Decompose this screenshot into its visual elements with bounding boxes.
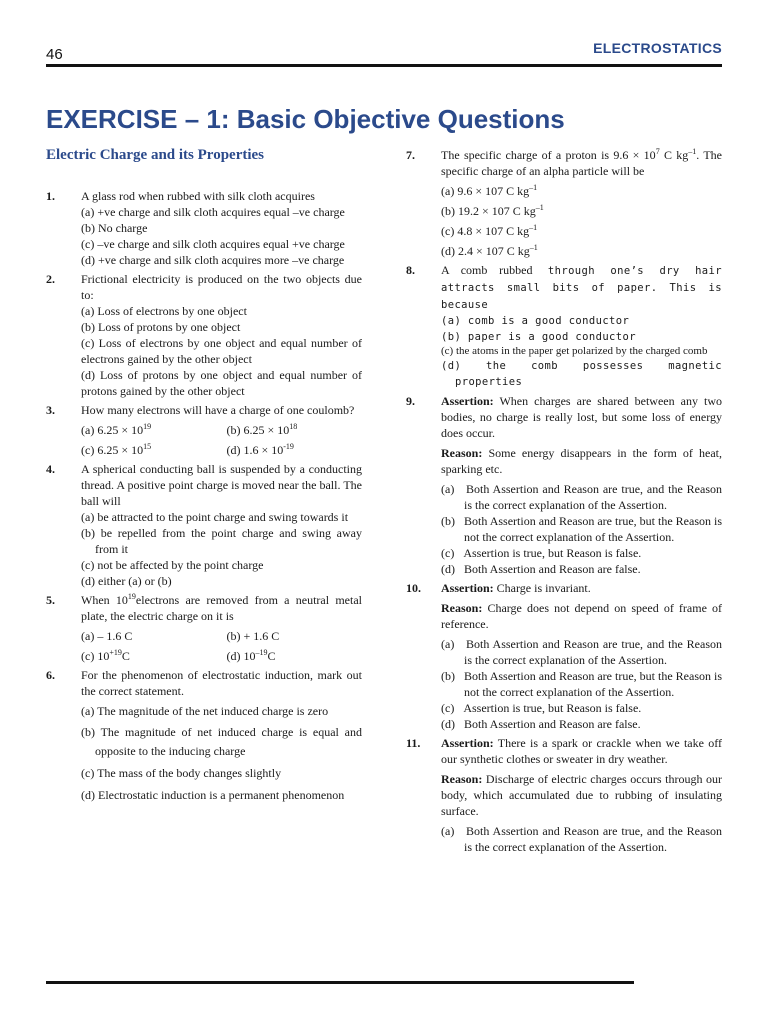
option-a: (a) Both Assertion and Reason are true, and the Reason is the correct explanation of the Assertion. [441,637,722,667]
option-b: (b) No charge [81,221,148,235]
question-2 [46,271,362,399]
question-number: 7. [406,148,415,162]
option-b: (b) 19.2 × 107 C $kg^{-1}$ [441,203,544,218]
question-number: 1. [46,189,55,203]
section-heading: Electric Charge and its Properties [46,147,265,163]
question-number: 9. [406,394,415,408]
question-text: Frictional electricity is produced on the two objects due to: [81,272,362,302]
option-a: (a) Loss of electrons by one object [81,304,247,318]
reason-text: Reason: Some energy disappears in the form of heat, sparking etc. [441,446,722,476]
option-a: (a) Both Assertion and Reason are true, and the Reason is the correct explanation of the Assertion. [441,482,722,512]
question-8 [406,262,722,390]
option-d: (d) Both Assertion and Reason are false. [441,562,641,576]
left-column [46,188,362,808]
question-5 [46,592,362,664]
question-number: 2. [46,272,55,286]
question-text: When $10^{19}electrons$ are removed from a neutral metal plate, the electric charge on it is [81,592,362,623]
question-number: 10. [406,581,421,595]
question-4 [46,461,362,589]
assertion-text: Assertion: When charges are shared between any two bodies, no charge is really lost, but some loss of energy does occur. [441,394,722,440]
option-a: (a) +ve charge and silk cloth acquires equal –ve charge [81,205,345,219]
option-b: (b) paper is a good conductor [441,331,636,343]
assertion-text: Assertion: Charge is invariant. [441,581,591,595]
option-c: (c) –ve charge and silk cloth acquires equal +ve charge [81,237,345,251]
option-c: (c) 4.8 × 107 C $kg^{-1}$ [441,223,538,238]
option-d: (d) +ve charge and silk cloth acquires more –ve charge [81,253,345,267]
option-d: (d) $10^{-19}C$ [226,648,276,663]
option-b: (b) $6.25 \times 10^{18}$ [226,422,298,437]
option-b: (b) Loss of protons by one object [81,320,241,334]
option-a: (a) – 1.6 C [81,629,133,643]
option-a: (a) The magnitude of the net induced charge is zero [81,704,329,718]
option-a: (a) Both Assertion and Reason are true, and the Reason is the correct explanation of the Assertion. [441,824,722,854]
question-6 [46,667,362,805]
question-3 [46,402,362,458]
question-11 [406,735,722,855]
exercise-title: EXERCISE – 1: Basic Objective Questions [46,104,565,134]
right-column [406,147,722,858]
question-number: 11. [406,736,421,750]
question-number: 3. [46,403,55,417]
option-c: (c) not be affected by the point charge [81,558,264,572]
option-d: (d) Loss of protons by one object and equal number of protons gained by the other object [81,368,362,398]
option-a: (a) comb is a good conductor [441,315,630,327]
option-c: (c) the atoms in the paper get polarized by the charged comb [441,345,708,357]
option-d: (d) the comb possesses magnetic properties [441,360,722,388]
question-text: A spherical conducting ball is suspended by a conducting thread. A positive point charge is moved near the ball. The ball will [81,462,362,508]
option-c: (c) Assertion is true, but Reason is false. [441,546,642,560]
option-d: (d) Both Assertion and Reason are false. [441,717,641,731]
option-d: (d) 2.4 × 107 C $kg^{-1}$ [441,243,538,258]
options-grid [81,628,362,664]
question-text: A glass rod when rubbed with silk cloth acquires [81,189,315,203]
option-b: (b) be repelled from the point charge and swing away from it [81,526,362,556]
question-text: A comb rubbed through one’s dry hair attracts small bits of paper. This is because [441,263,722,311]
page-number: 46 [46,46,63,63]
question-text: How many electrons will have a charge of one coulomb? [81,403,355,417]
question-10 [406,580,722,732]
option-c: (c) The mass of the body changes slightly [81,766,282,780]
option-d: (d) Electrostatic induction is a permanent phenomenon [81,788,345,802]
question-1 [46,188,362,268]
chapter-title: ELECTROSTATICS [593,40,722,56]
question-number: 5. [46,593,55,607]
question-number: 4. [46,462,55,476]
option-c: (c) Loss of electrons by one object and equal number of electrons gained by the other object [81,336,362,366]
question-number: 6. [46,668,55,682]
question-7 [406,147,722,259]
question-text: The specific charge of a proton is $9.6 \times 10^7$ C $kg^{-1}$. The specific charge of an alpha particle will be [441,147,722,178]
reason-text: Reason: Charge does not depend on speed of frame of reference. [441,601,722,631]
option-d: (d) either (a) or (b) [81,574,172,588]
bottom-rule [46,981,634,984]
question-number: 8. [406,263,415,277]
option-b: (b) Both Assertion and Reason are true, but the Reason is not the correct explanation of the Assertion. [441,669,723,699]
option-b: (b) Both Assertion and Reason are true, but the Reason is not the correct explanation of the Assertion. [441,514,723,544]
option-a: (a) $6.25 \times 10^{19}$ [81,422,152,437]
option-c: (c) $10^{+19}C$ [81,648,130,663]
option-c: (c) $6.25 \times 10^{15}$ [81,442,152,457]
options-grid [81,422,362,458]
reason-text: Reason: Discharge of electric charges occurs through our body, which accumulated due to rubbing of insulating surface. [441,772,722,818]
option-a: (a) be attracted to the point charge and swing towards it [81,510,349,524]
top-rule [46,64,722,67]
assertion-text: Assertion: There is a spark or crackle when we take off our synthetic clothes or sweater in dry weather. [441,736,722,766]
question-text: For the phenomenon of electrostatic induction, mark out the correct statement. [81,668,362,698]
question-9 [406,393,722,577]
option-d: (d) $1.6 \times 10^{-19}$ [226,442,294,457]
option-b: (b) The magnitude of net induced charge is equal and opposite to the inducing charge [81,725,362,758]
option-a: (a) 9.6 × 107 C $kg^{-1}$ [441,183,538,198]
option-b: (b) + 1.6 C [226,629,280,643]
option-c: (c) Assertion is true, but Reason is false. [441,701,642,715]
